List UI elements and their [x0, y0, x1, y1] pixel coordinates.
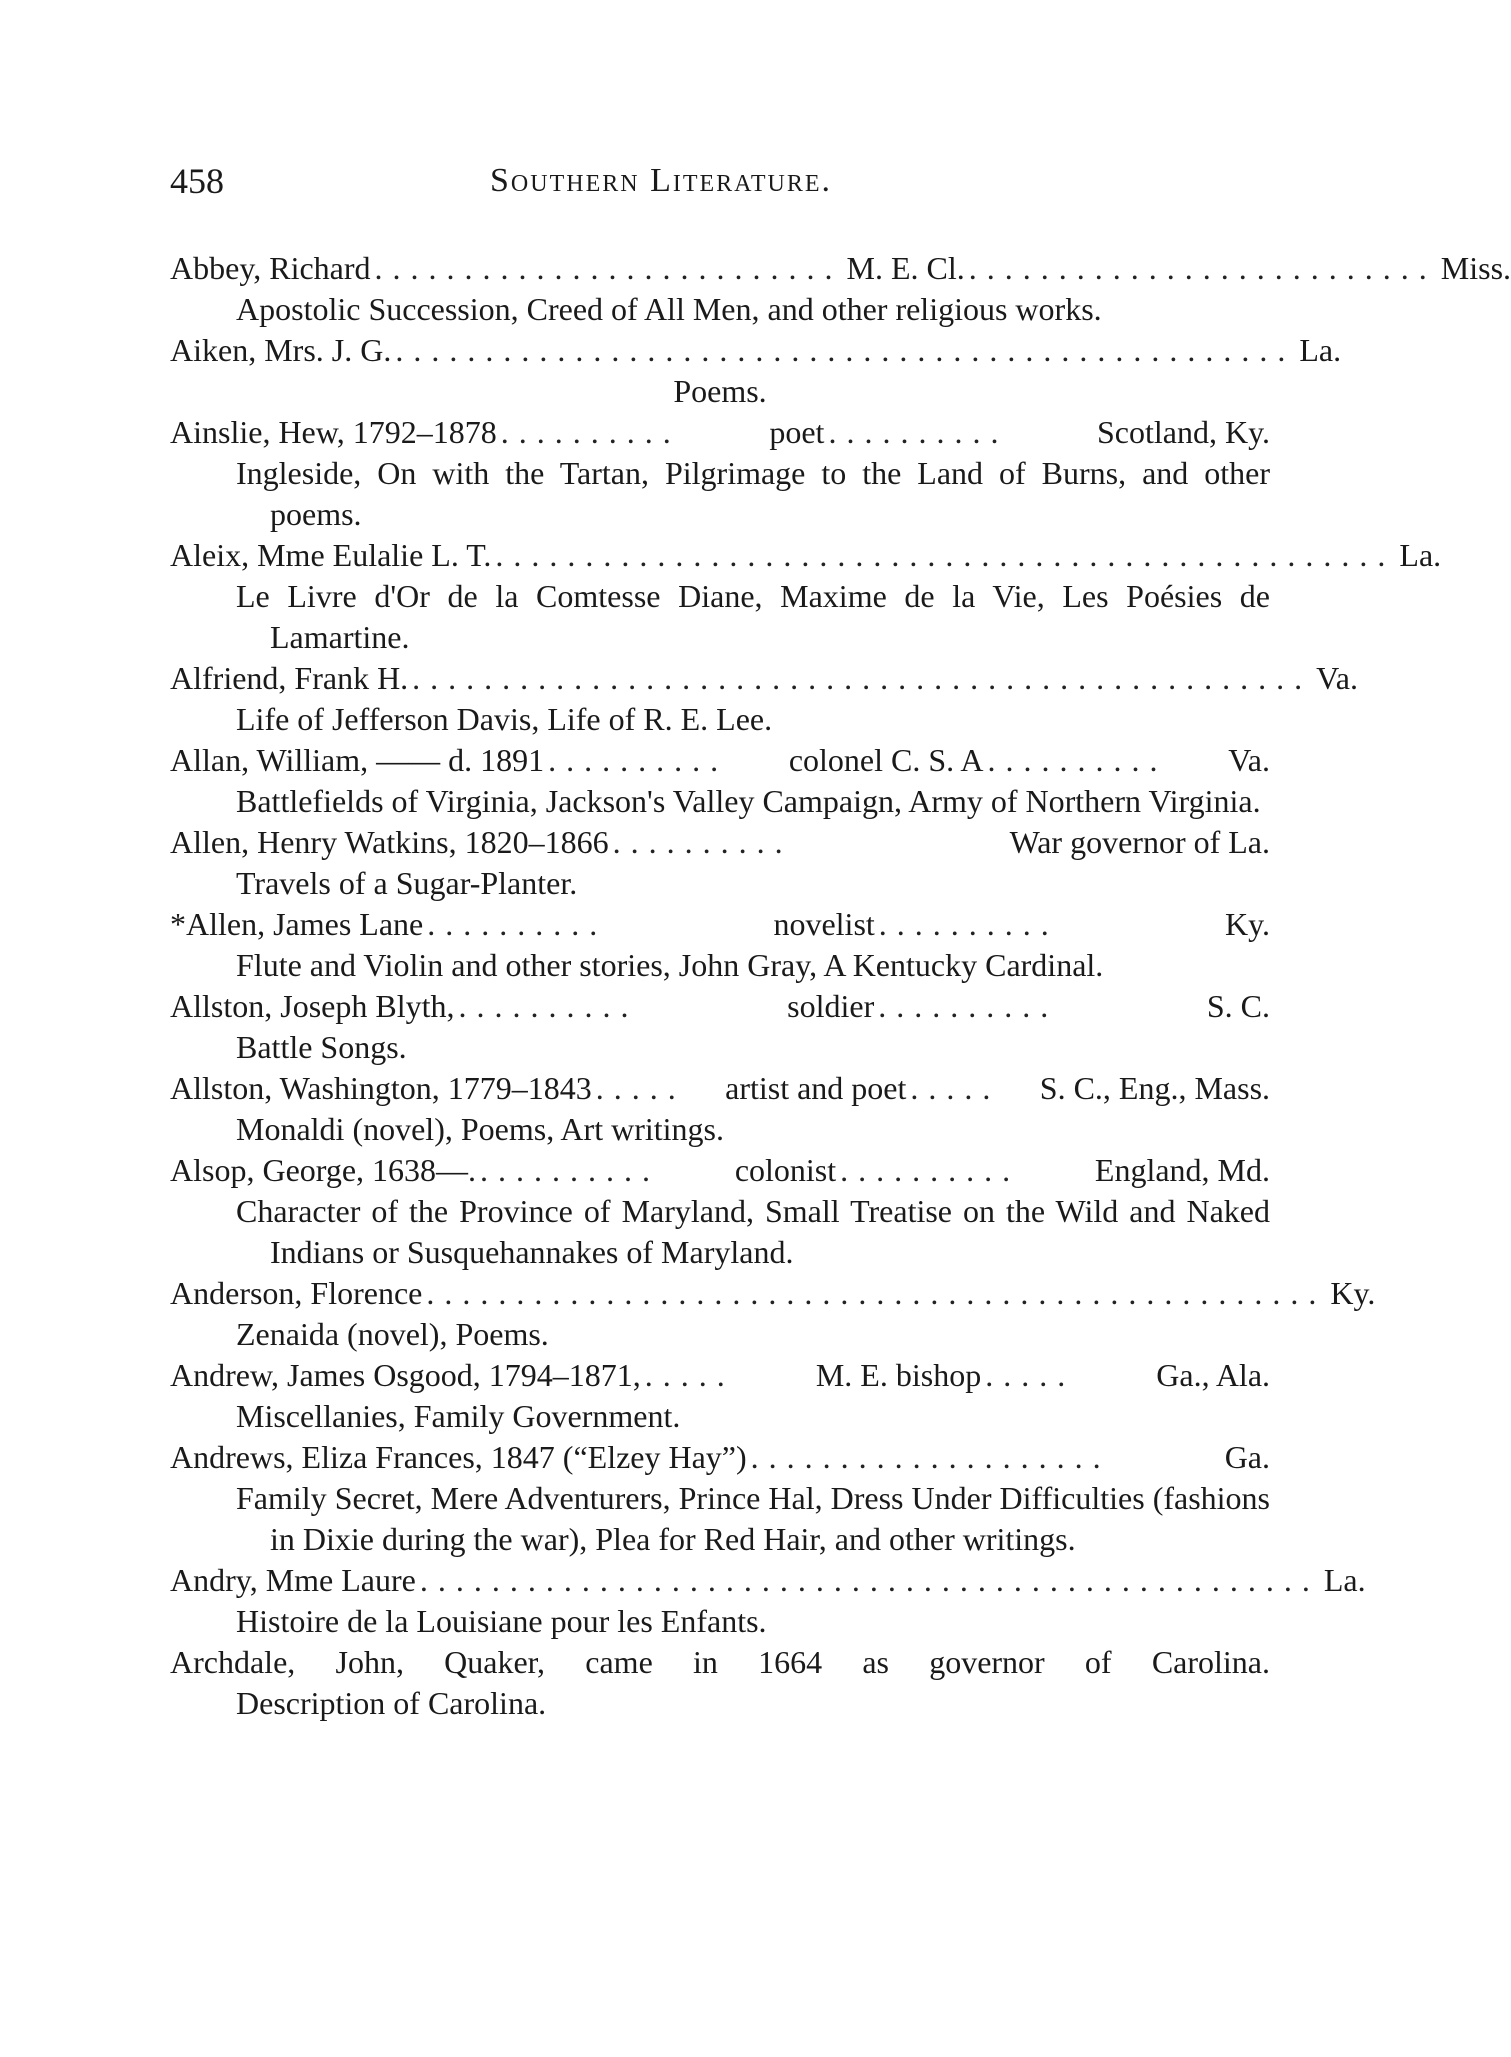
works-list: Description of Carolina. — [236, 1685, 547, 1721]
author-name: Andrews, Eliza Frances, 1847 (“Elzey Hay”) — [170, 1439, 747, 1475]
entry: Allan, William, —— d. 1891 .......... colonel C. S. A .......... Va. Battlefields of Virginia, Jackson's Valley Campaign, Army of Northern Virginia. — [170, 740, 1270, 822]
author-place: La. — [1323, 1562, 1366, 1598]
works-list: Character of the Province of Maryland, Small Treatise on the Wild and Naked Indians or Susquehannakes of Maryland. — [236, 1193, 1270, 1270]
author-name: Andry, Mme Laure — [170, 1562, 416, 1598]
works-list: Battle Songs. — [236, 1029, 407, 1065]
author-role: artist and poet — [725, 1070, 907, 1106]
entry: Andrews, Eliza Frances, 1847 (“Elzey Hay”) .................... Ga. Family Secret, Mere Adventurers, Prince Hal, Dress Under Difficulties (fashions in Dixie during the war), Plea for Red Hair, and other writings. — [170, 1437, 1270, 1560]
running-title: Southern Literature. — [490, 162, 832, 199]
author-place: Scotland, Ky. — [1097, 414, 1271, 450]
author-place: S. C., Eng., Mass. — [1039, 1070, 1271, 1106]
author-place: Va. — [1228, 742, 1270, 778]
works-list: Monaldi (novel), Poems, Art writings. — [236, 1111, 724, 1147]
works-list: Flute and Violin and other stories, John Gray, A Kentucky Cardinal. — [236, 947, 1104, 983]
author-place: S. C. — [1206, 988, 1271, 1024]
entry — [170, 1642, 1270, 1724]
entry: Aleix, Mme Eulalie L. T. .................................................. La. Le Livre d'Or de la Comtesse Diane, Maxime de la Vie, Les Poésies de Lamartine. — [170, 535, 1270, 658]
entry-list — [170, 248, 1511, 1724]
entry: Andrew, James Osgood, 1794–1871, ..... M. E. bishop ..... Ga., Ala. Miscellanies, Family Government. — [170, 1355, 1270, 1437]
works-list: Life of Jefferson Davis, Life of R. E. Lee. — [236, 701, 773, 737]
works-list: Le Livre d'Or de la Comtesse Diane, Maxime de la Vie, Les Poésies de Lamartine. — [236, 578, 1270, 655]
author-name: Allan, William, —— d. 1891 — [170, 742, 545, 778]
page-number: 458 — [170, 161, 224, 201]
entry: Abbey, Richard .......................... M. E. Cl. .......................... Miss. Apostolic Succession, Creed of All Men, and other religious works. — [170, 248, 1270, 330]
author-place: War governor of La. — [1009, 824, 1270, 860]
entry: Ainslie, Hew, 1792–1878 .......... poet .......... Scotland, Ky. Ingleside, On with the Tartan, Pilgrimage to the Land of Burns, and other poems. — [170, 412, 1270, 535]
works-list: Ingleside, On with the Tartan, Pilgrimage to the Land of Burns, and other poems. — [236, 455, 1270, 532]
author-place: Ky. — [1330, 1275, 1376, 1311]
author-role: soldier — [787, 988, 875, 1024]
author-line: Archdale, John, Quaker, came in 1664 as governor of Carolina. — [170, 1644, 1270, 1680]
author-place: Ky. — [1224, 906, 1271, 942]
author-place: La. — [1299, 332, 1342, 368]
author-name: Ainslie, Hew, 1792–1878 — [170, 414, 497, 450]
works-list: Apostolic Succession, Creed of All Men, and other religious works. — [236, 291, 1102, 327]
entry: Allston, Joseph Blyth, .......... soldier .......... S. C. Battle Songs. — [170, 986, 1270, 1068]
works-list: Travels of a Sugar-Planter. — [236, 865, 578, 901]
author-name: Andrew, James Osgood, 1794–1871, — [170, 1357, 641, 1393]
works-list: Miscellanies, Family Government. — [236, 1398, 681, 1434]
author-name: Alsop, George, 1638—. — [170, 1152, 477, 1188]
entry: Anderson, Florence .................................................. Ky. Zenaida (novel), Poems. — [170, 1273, 1270, 1355]
author-name: Alfriend, Frank H. — [170, 660, 409, 696]
author-name: Aleix, Mme Eulalie L. T. — [170, 537, 492, 573]
works-list: Battlefields of Virginia, Jackson's Valley Campaign, Army of Northern Virginia. — [236, 783, 1261, 819]
entry: Alsop, George, 1638—. .......... colonist .......... England, Md. Character of the Province of Maryland, Small Treatise on the Wild and Naked Indians or Susquehannakes of Maryland. — [170, 1150, 1270, 1273]
author-name: Anderson, Florence — [170, 1275, 423, 1311]
entry: *Allen, James Lane .......... novelist .......... Ky. Flute and Violin and other stories, John Gray, A Kentucky Cardinal. — [170, 904, 1270, 986]
entry: Andry, Mme Laure .................................................. La. Histoire de la Louisiane pour les Enfants. — [170, 1560, 1270, 1642]
works-list: Zenaida (novel), Poems. — [236, 1316, 549, 1352]
works-list: Family Secret, Mere Adventurers, Prince Hal, Dress Under Difficulties (fashions in Dixie during the war), Plea for Red Hair, and other writings. — [236, 1480, 1270, 1557]
author-place: La. — [1399, 537, 1442, 573]
author-place: Va. — [1316, 660, 1358, 696]
author-role: colonel C. S. A — [788, 742, 984, 778]
author-place: Ga., Ala. — [1156, 1357, 1271, 1393]
author-role: poet — [769, 414, 825, 450]
entry: Alfriend, Frank H. .................................................. Va. Life of Jefferson Davis, Life of R. E. Lee. — [170, 658, 1270, 740]
entry: Allen, Henry Watkins, 1820–1866 .......... War governor of La. Travels of a Sugar-Planter. — [170, 822, 1270, 904]
page-header — [170, 160, 1270, 210]
author-name: Aiken, Mrs. J. G. — [170, 332, 392, 368]
works-list: Poems. — [673, 373, 767, 409]
works-list: Histoire de la Louisiane pour les Enfants. — [236, 1603, 767, 1639]
author-place: Miss. — [1440, 250, 1511, 286]
author-place: Ga. — [1224, 1439, 1270, 1475]
author-role: M. E. bishop — [815, 1357, 982, 1393]
author-name: Abbey, Richard — [170, 250, 371, 286]
author-role: novelist — [773, 906, 875, 942]
author-name: Allen, Henry Watkins, 1820–1866 — [170, 824, 609, 860]
author-place: England, Md. — [1094, 1152, 1270, 1188]
entry: Allston, Washington, 1779–1843 ..... artist and poet ..... S. C., Eng., Mass. Monaldi (novel), Poems, Art writings. — [170, 1068, 1270, 1150]
entry: Aiken, Mrs. J. G. .................................................. La. Poems. — [170, 330, 1270, 412]
author-name: *Allen, James Lane — [170, 906, 424, 942]
author-role: colonist — [734, 1152, 837, 1188]
author-name: Allston, Joseph Blyth, — [170, 988, 455, 1024]
author-name: Allston, Washington, 1779–1843 — [170, 1070, 592, 1106]
author-role: M. E. Cl. — [846, 250, 965, 286]
